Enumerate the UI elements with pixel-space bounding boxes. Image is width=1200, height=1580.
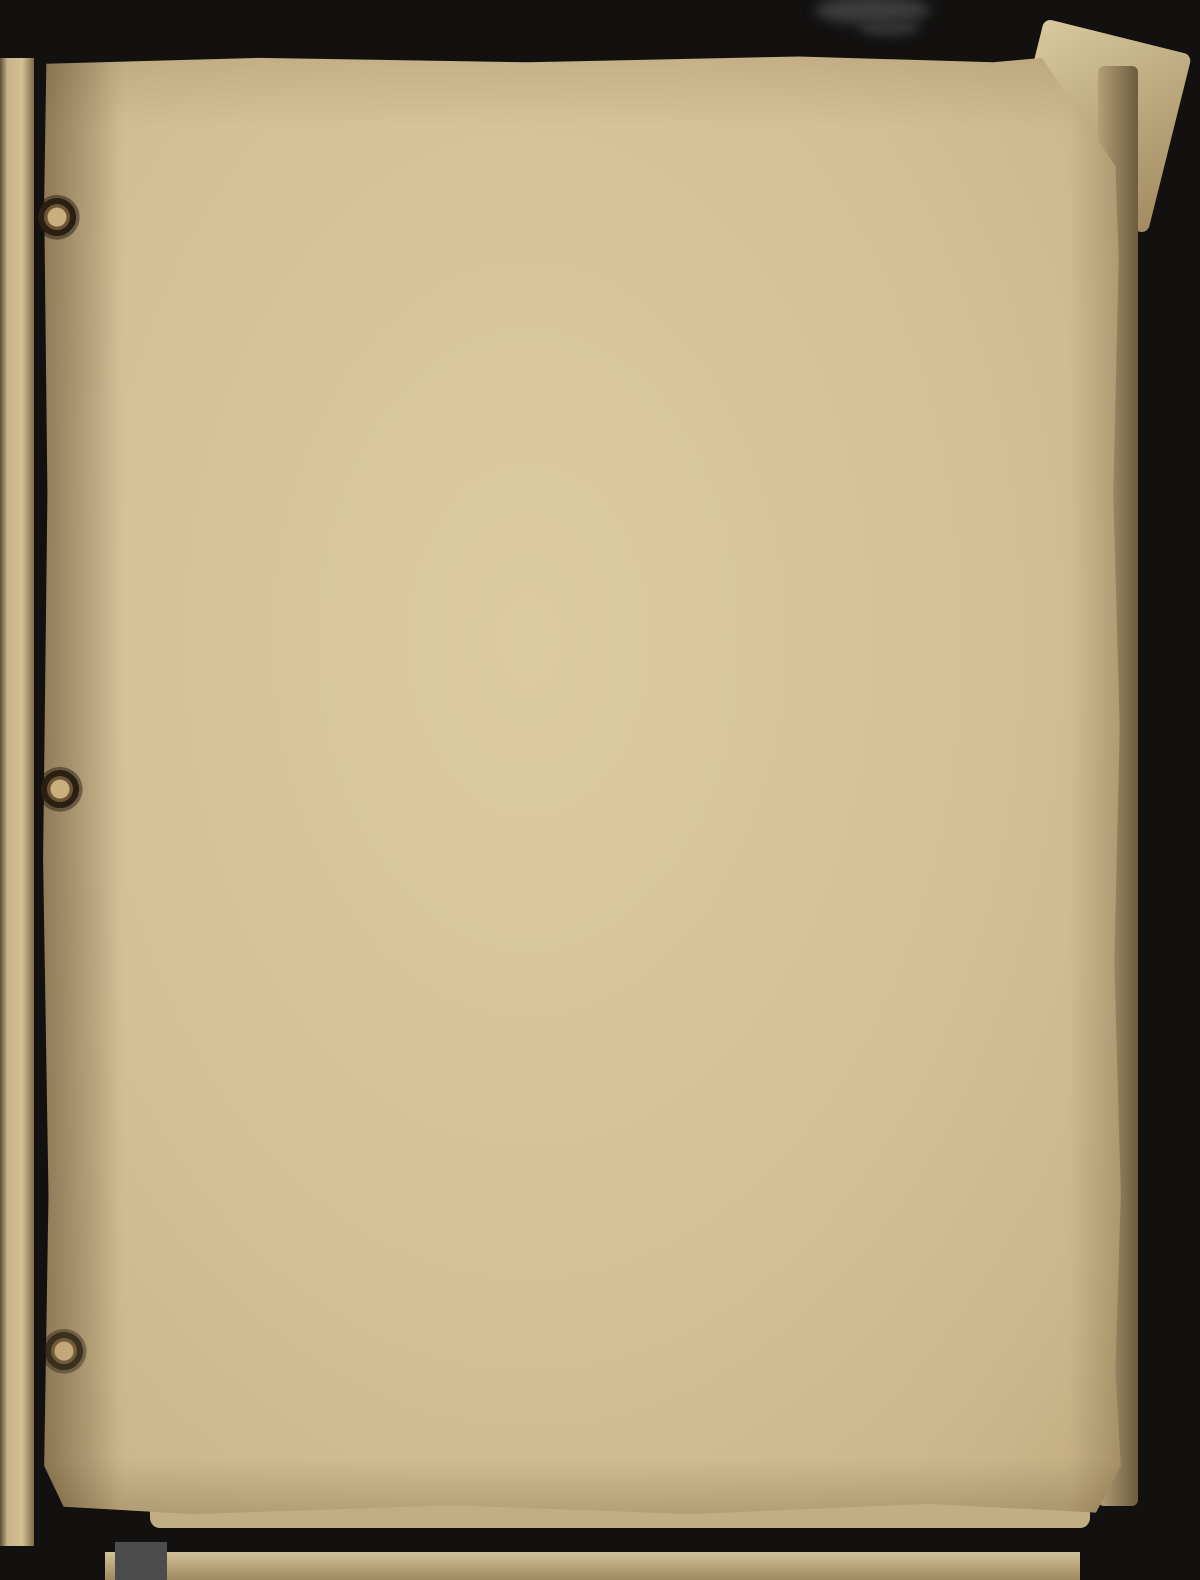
page-content bbox=[160, 130, 1080, 484]
scanner-smudge bbox=[858, 20, 920, 36]
document-page bbox=[42, 55, 1123, 1517]
under-page-left-edge bbox=[0, 58, 34, 1546]
chemical-formula-drawings bbox=[160, 144, 1060, 484]
scan-artifact-block bbox=[115, 1542, 167, 1580]
binder-hole-middle bbox=[37, 767, 83, 813]
next-page-bottom-edge bbox=[105, 1552, 1080, 1580]
binder-hole-bottom bbox=[41, 1329, 87, 1375]
binder-hole-top bbox=[34, 195, 80, 241]
